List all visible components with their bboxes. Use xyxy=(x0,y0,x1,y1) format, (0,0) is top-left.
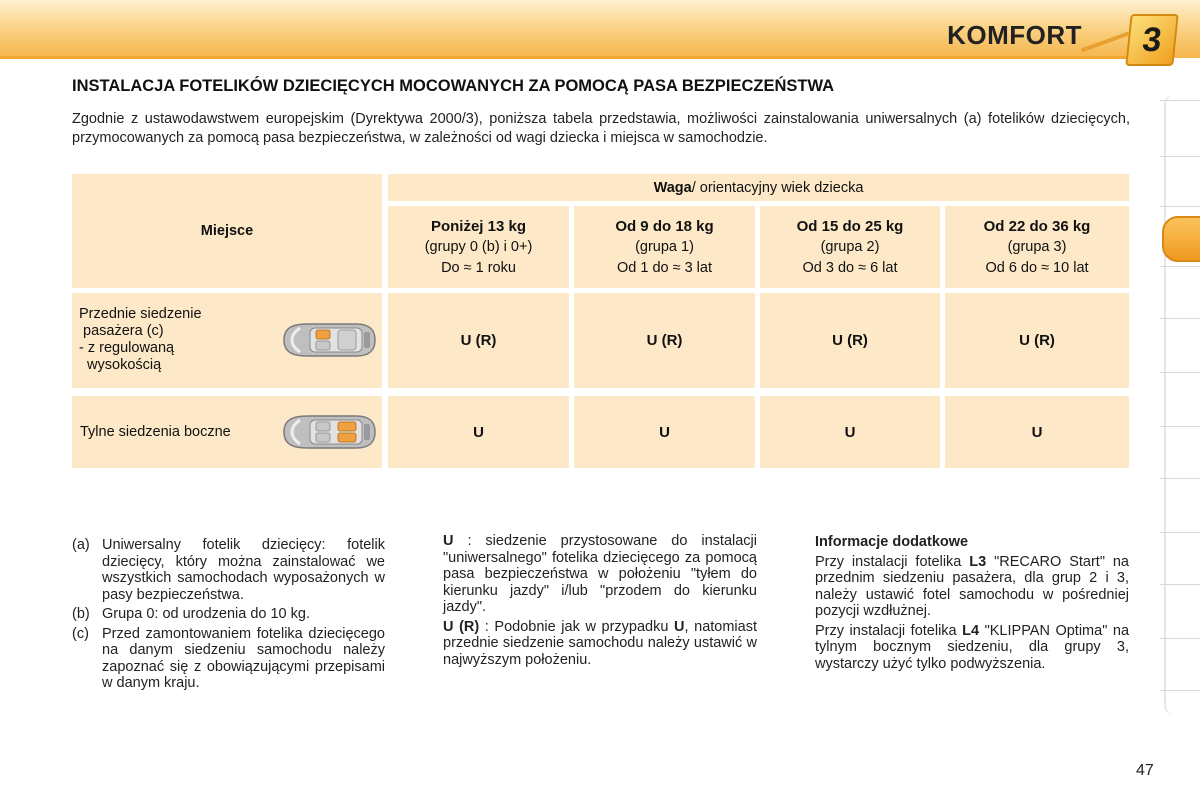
group-age: Od 3 do ≈ 6 lat xyxy=(802,259,898,276)
side-tab-marker xyxy=(1160,478,1200,479)
compat-value: U xyxy=(473,423,484,441)
compat-value: U (R) xyxy=(460,332,497,349)
info-model: L4 xyxy=(962,622,980,639)
group-title: Od 9 do 18 kg xyxy=(615,217,714,235)
chapter-title: KOMFORT xyxy=(947,20,1082,50)
place-header-cell xyxy=(72,174,382,288)
footnote-text: Uniwersalny fotelik dziecięcy: fotelik dziecięcy, który można zainstalować we wszystkich samochodach wyposażonych w pasy bezpieczeństwa. xyxy=(102,537,385,603)
legend xyxy=(443,533,757,668)
side-tab-marker xyxy=(1160,206,1200,207)
compat-cell xyxy=(945,293,1129,388)
footnote xyxy=(72,537,385,603)
row-label-line: pasażera (c) xyxy=(79,323,164,339)
info-text: Przy instalacji fotelika xyxy=(815,553,970,570)
weight-header-bold: Waga xyxy=(653,179,692,196)
car-front-seat-icon xyxy=(278,320,378,360)
footnote-key: (b) xyxy=(72,606,90,622)
row-label xyxy=(80,424,231,441)
group-age: Od 1 do ≈ 3 lat xyxy=(616,259,712,276)
footnote xyxy=(72,626,385,692)
additional-info xyxy=(815,534,1129,672)
side-tab-marker xyxy=(1160,690,1200,691)
compat-value: U xyxy=(844,423,856,441)
side-tab-marker xyxy=(1160,532,1200,533)
side-tab-marker xyxy=(1160,266,1200,267)
compat-cell xyxy=(388,396,569,468)
active-chapter-tab[interactable] xyxy=(1162,216,1200,262)
row-label xyxy=(79,306,202,374)
side-tab-marker xyxy=(1160,638,1200,639)
row-label-cell xyxy=(72,396,382,468)
legend-ur-key: U (R) xyxy=(443,618,480,635)
car-rear-seat-icon xyxy=(278,412,378,452)
footnote-text: Przed zamontowaniem fotelika dziecięcego na danym siedzeniu samochodu należy zapoznać się z obowiązującymi przepisami w danym kraju. xyxy=(102,625,385,691)
side-tab-rail xyxy=(1164,95,1180,715)
legend-ur-text-2: , natomiast przednie siedzenie samochodu należy ustawić w najwyższym położeniu. xyxy=(443,618,757,668)
chapter-number-badge xyxy=(1125,14,1178,66)
info-title: Informacje dodatkowe xyxy=(815,534,969,550)
side-tab-marker xyxy=(1160,318,1200,319)
legend-ur-text: : Podobnie jak w przypadku xyxy=(479,618,675,635)
legend-u xyxy=(443,533,757,616)
group-title: Poniżej 13 kg xyxy=(430,217,527,235)
footnote xyxy=(72,606,385,623)
group-name: (grupy 0 (b) i 0+) xyxy=(424,238,533,255)
page-number: 47 xyxy=(1136,762,1154,779)
compat-value: U (R) xyxy=(1019,332,1055,349)
group-age: Do ≈ 1 roku xyxy=(441,259,516,276)
section-heading: INSTALACJA FOTELIKÓW DZIECIĘCYCH MOCOWANYCH ZA POMOCĄ PASA BEZPIECZEŃSTWA xyxy=(72,77,835,95)
footnote-text: Grupa 0: od urodzenia do 10 kg. xyxy=(102,606,310,622)
weight-header-rest: / orientacyjny wiek dziecka xyxy=(691,179,864,196)
legend-u-text: : siedzenie przystosowane do instalacji "uniwersalnego" fotelika dziecięcego za pomocą pasa bezpieczeństwa w położeniu "tyłem do kierunku jazdy" i/lub "przodem do kierunku jazdy". xyxy=(443,533,757,615)
legend-ur-key-2: U xyxy=(674,618,685,635)
info-text: "RECARO Start" na przednim siedzeniu pasażera, dla grup 2 i 3, należy ustawić fotel samochodu w pośredniej pozycji wzdłużnej. xyxy=(815,553,1130,619)
group-name: (grupa 1) xyxy=(635,238,694,255)
group-title: Od 15 do 25 kg xyxy=(796,217,904,235)
side-tab-marker xyxy=(1160,584,1200,585)
side-tab-marker xyxy=(1160,100,1200,101)
group-header-cell xyxy=(945,206,1129,288)
compat-value: U (R) xyxy=(646,332,683,349)
compat-value: U xyxy=(659,423,670,441)
side-tab-marker xyxy=(1160,156,1200,157)
group-name: (grupa 2) xyxy=(820,238,880,255)
info-text: Przy instalacji fotelika xyxy=(815,622,963,639)
place-header: Miejsce xyxy=(200,223,254,239)
side-tab-marker xyxy=(1160,372,1200,373)
group-age: Od 6 do ≈ 10 lat xyxy=(985,259,1089,276)
row-label-line: Przednie siedzenie xyxy=(79,306,202,322)
group-header-cell xyxy=(574,206,755,288)
row-label-line: - z regulowaną xyxy=(79,340,175,356)
info-text: "KLIPPAN Optima" na tylnym bocznym siedzeniu, dla grupy 3, wystarczy użyć tylko podwyższenia. xyxy=(815,622,1130,672)
side-tab-marker xyxy=(1160,426,1200,427)
row-label-line: wysokością xyxy=(79,357,162,373)
group-header-cell xyxy=(388,206,569,288)
legend-u-key: U xyxy=(443,533,454,549)
row-label-line: Tylne siedzenia boczne xyxy=(80,424,231,440)
chapter-number: 3 xyxy=(1140,20,1164,59)
header-divider xyxy=(0,56,1130,59)
compat-cell xyxy=(945,396,1129,468)
group-name: (grupa 3) xyxy=(1007,238,1067,255)
compat-cell xyxy=(574,396,755,468)
compat-cell xyxy=(574,293,755,388)
info-model: L3 xyxy=(969,553,987,570)
info-paragraph xyxy=(815,554,1129,620)
compat-cell xyxy=(388,293,569,388)
compat-cell xyxy=(760,293,940,388)
group-title: Od 22 do 36 kg xyxy=(983,217,1091,235)
compat-value: U (R) xyxy=(832,332,868,349)
compat-cell xyxy=(760,396,940,468)
footnote-key: (c) xyxy=(72,625,89,642)
footnotes xyxy=(72,537,385,692)
compat-value: U xyxy=(1031,423,1043,441)
weight-header-cell xyxy=(388,174,1129,201)
group-header-cell xyxy=(760,206,940,288)
intro-paragraph: Zgodnie z ustawodawstwem europejskim (Dyrektywa 2000/3), poniższa tabela przedstawia, możliwości zainstalowania uniwersalnych (a) fotelików dziecięcych, przymocowanych za pomocą pasa bezpieczeństwa, w zależności od wagi dziecka i miejsca w samochodzie. xyxy=(72,111,1130,146)
row-label-cell xyxy=(72,293,382,388)
footnote-key: (a) xyxy=(72,537,90,553)
info-paragraph xyxy=(815,623,1129,673)
legend-ur xyxy=(443,619,757,669)
